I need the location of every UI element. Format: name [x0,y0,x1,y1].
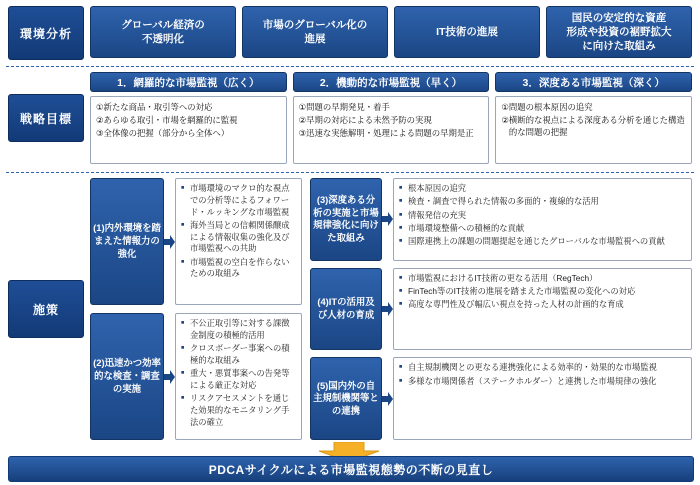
arrow-right-icon [382,178,393,261]
divider [6,172,694,173]
measure-item: ■ 情報発信の充実 [399,210,686,222]
arrow-right-icon [164,313,175,440]
strategy-heading: 1．網羅的な市場監視（広く） [90,72,287,92]
environment-item: 国民の安定的な資産 形成や投資の裾野拡大 に向けた取組み [546,6,692,58]
measure-item: ■ 市場環境のマクロ的な視点での分析等によるフォワード・ルッキングな市場監視 [181,183,296,218]
measure-block [310,268,692,351]
measure-item: ■ 海外当局との信頼関係醸成による情報収集の強化及び市場監視への共助 [181,220,296,255]
measure-body [393,357,692,440]
strategy-item: ①問題の根本原因の追究 [501,102,593,112]
measure-item: ■ 自主規制機関との更なる連携強化による効率的・効果的な市場監視 [399,362,686,374]
measure-item: ■ 多様な市場関係者（ステークホルダー）と連携した市場規律の強化 [399,376,686,388]
strategy-item: ①問題の早期発見・着手 [298,102,390,112]
row-label-measures: 施策 [8,280,84,338]
measure-heading: (3)深度ある分析の実施と市場規律強化に向けた取組み [310,178,382,261]
divider [6,66,694,67]
measure-item: ■ 根本原因の追究 [399,183,686,195]
strategy-column [495,72,692,164]
measure-body [393,268,692,351]
strategy-body [293,96,490,164]
environment-row [90,6,692,58]
strategy-item: ②あらゆる取引・市場を網羅的に監視 [96,115,238,126]
environment-item: 市場のグローバル化の 進展 [242,6,388,58]
strategy-body [495,96,692,164]
measure-item: ■ 市場監視におけるIT技術の更なる活用（RegTech） [399,273,686,285]
measure-item: ■ リスクアセスメントを通じた効果的なモニタリング手法の確立 [181,393,296,428]
arrow-right-icon [164,178,175,305]
measure-item: ■ FinTech等のIT技術の進展を踏まえた市場監視の変化への対応 [399,286,686,298]
measure-body [175,313,302,440]
measure-body [393,178,692,261]
measures-right-column [310,178,692,440]
strategy-item: ③全体像の把握（部分から全体へ） [96,128,230,139]
strategy-column [90,72,287,164]
measure-item: ■ 市場監視の空白を作らないための取組み [181,257,296,281]
strategy-item: ②横断的な視点による深度ある分析を通じた構造的な問題の把握 [501,115,685,138]
row-label-environment: 環境分析 [8,6,84,60]
measure-block [310,357,692,440]
strategy-body [90,96,287,164]
measure-block [310,178,692,261]
row-label-strategy: 戦略目標 [8,94,84,142]
measures-left-column [90,178,302,440]
measure-item: ■ 市場環境整備への積極的な貢献 [399,223,686,235]
measure-item: ■ 高度な専門性及び幅広い視点を持った人材の計画的な育成 [399,299,686,311]
measure-heading: (1)内外環境を踏まえた情報力の強化 [90,178,164,305]
measure-heading: (2)迅速かつ効率的な検査・調査の実施 [90,313,164,440]
strategy-row [90,72,692,164]
strategy-item: ③迅速な実態解明・処理による問題の早期是正 [298,128,474,139]
measure-body [175,178,302,305]
measure-block [90,178,302,305]
measures-row [90,178,692,440]
environment-item: グローバル経済の 不透明化 [90,6,236,58]
strategy-item: ②早期の対応による未然予防の実現 [298,115,432,126]
strategy-heading: 3．深度ある市場監視（深く） [495,72,692,92]
strategy-item: ①新たな商品・取引等への対応 [96,102,213,112]
measure-block [90,313,302,440]
arrow-right-icon [382,357,393,440]
pdca-banner: PDCAサイクルによる市場監視態勢の不断の見直し [8,456,694,482]
measure-item: ■ 重大・悪質事案への告発等による厳正な対応 [181,368,296,392]
measure-item: ■ 国際連携上の課題の問題提起を通じたグローバルな市場監視への貢献 [399,236,686,248]
strategy-heading: 2．機動的な市場監視（早く） [293,72,490,92]
measure-heading: (5)国内外の自主規制機関等との連携 [310,357,382,440]
measure-item: ■ 検査・調査で得られた情報の多面的・複線的な活用 [399,196,686,208]
measure-item: ■ クロスボーダー事案への積極的な取組み [181,343,296,367]
arrow-right-icon [382,268,393,351]
strategy-column [293,72,490,164]
measure-heading: (4)ITの活用及び人材の育成 [310,268,382,351]
measure-item: ■ 不公正取引等に対する課徴金制度の積極的活用 [181,318,296,342]
environment-item: IT技術の進展 [394,6,540,58]
